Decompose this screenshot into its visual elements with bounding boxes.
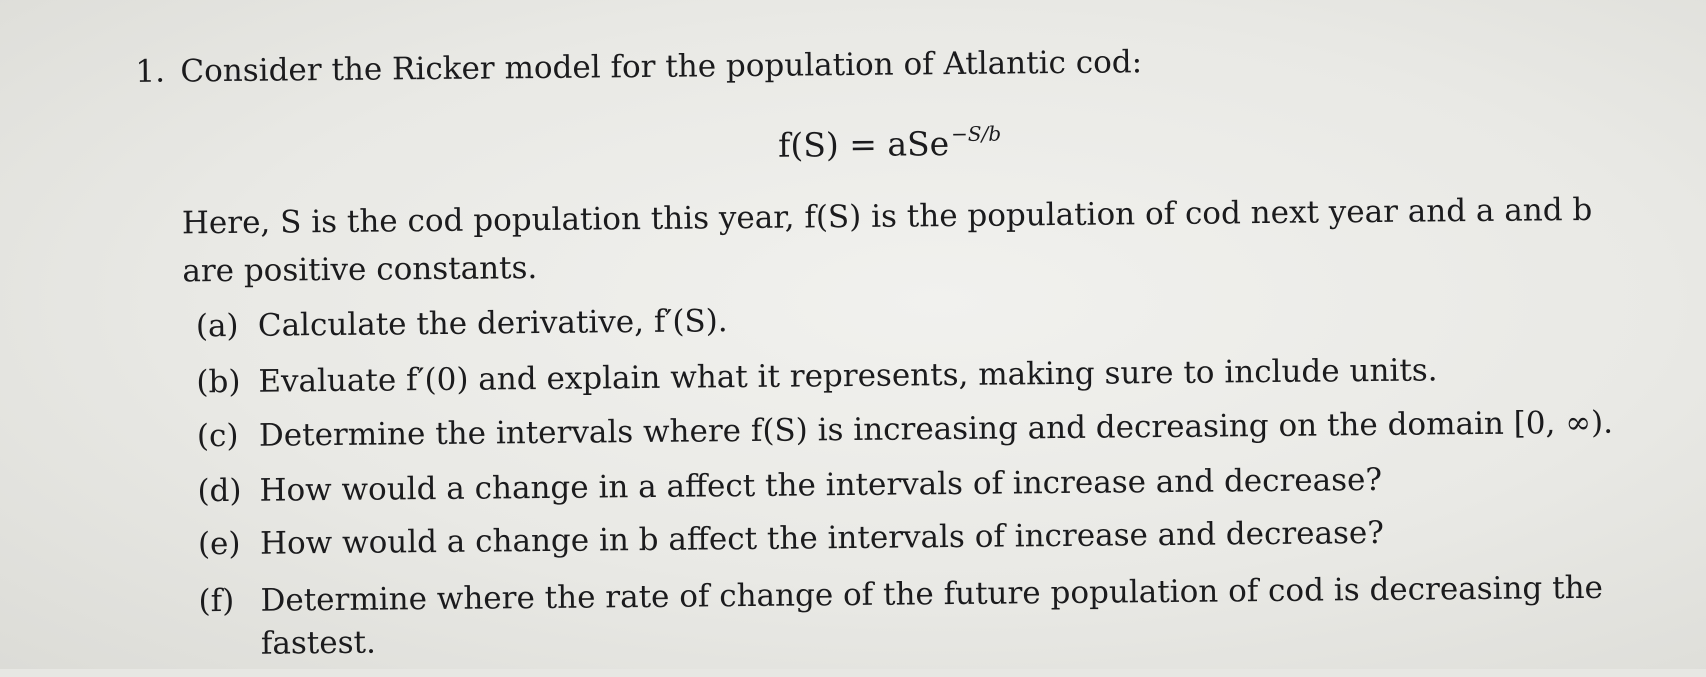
part-label: (d) (197, 472, 242, 510)
part-label: (e) (197, 525, 241, 563)
part-label: (c) (196, 417, 239, 455)
part-label: (a) (195, 307, 239, 345)
description-line-1: Here, S is the cod population this year, f(S) is the population of cod next year and a and b (181, 191, 1593, 242)
formula-exponent: −S/b (950, 121, 1002, 147)
part-a (196, 301, 728, 346)
ricker-formula (778, 114, 1001, 166)
part-text-continued: fastest. (260, 624, 376, 662)
problem-intro: Consider the Ricker model for the population of Atlantic cod: (180, 44, 1143, 90)
formula-main: f(S) = aSe (777, 124, 950, 165)
part-label: (b) (196, 363, 241, 401)
part-text: Determine where the rate of change of the future population of cod is decreasing the (260, 569, 1604, 619)
problem-number: 1. (135, 53, 166, 90)
part-b (196, 350, 1438, 402)
part-text: Evaluate f′(0) and explain what it represents, making sure to include units. (258, 352, 1438, 400)
part-text: Calculate the derivative, f′(S). (257, 303, 728, 344)
part-text: How would a change in b affect the intervals of increase and decrease? (259, 514, 1385, 562)
part-text: Determine the intervals where f(S) is increasing and decreasing on the domain [0, ∞). (258, 404, 1614, 454)
part-e (198, 513, 1384, 564)
part-f (198, 568, 1603, 621)
part-c (197, 403, 1613, 457)
description-line-2: are positive constants. (182, 250, 538, 290)
part-d (197, 460, 1382, 511)
part-label: (f) (198, 582, 235, 620)
part-text: How would a change in a affect the intervals of increase and decrease? (259, 461, 1383, 509)
part-f-continuation (261, 623, 376, 664)
